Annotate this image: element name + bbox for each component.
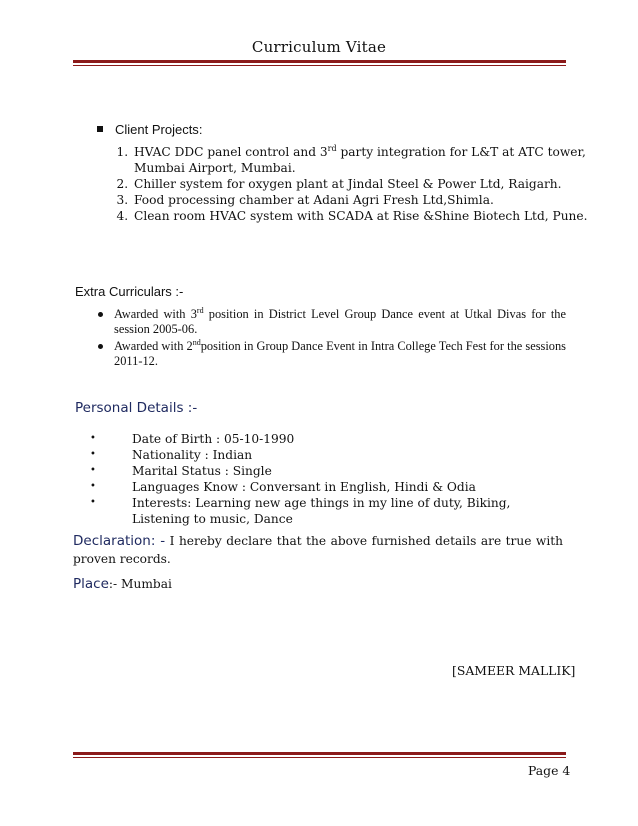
bullet-icon: • bbox=[90, 481, 96, 492]
client-projects-heading-text: Client Projects bbox=[115, 122, 199, 137]
bullet-icon: • bbox=[90, 465, 96, 476]
page-header-title: Curriculum Vitae bbox=[251, 38, 387, 56]
personal-details-heading: Personal Details :- bbox=[75, 400, 198, 416]
declaration bbox=[73, 532, 563, 568]
extra-curriculars-heading: Extra Curriculars :- bbox=[75, 284, 184, 299]
item-text: position in District Level Group Dance event at Utkal Divas for the session 2005-06. bbox=[114, 307, 566, 336]
bullet-icon: • bbox=[90, 497, 96, 508]
bullet-icon: • bbox=[90, 433, 96, 444]
list-item bbox=[98, 339, 566, 369]
list-item bbox=[98, 307, 566, 337]
item-text: Date of Birth : 05-10-1990 bbox=[132, 432, 295, 446]
list-item: 2. Chiller system for oxygen plant at Jindal Steel & Power Ltd, Raigarh. bbox=[132, 176, 592, 192]
list-item bbox=[90, 479, 566, 495]
item-text: Marital Status : Single bbox=[132, 464, 272, 478]
page-number: Page 4 bbox=[528, 763, 571, 778]
item-text: position in Group Dance Event in Intra College Tech Fest for the sessions 2011-12. bbox=[114, 339, 566, 368]
list-item bbox=[90, 447, 566, 463]
list-item bbox=[90, 463, 566, 479]
header-rule-thin bbox=[73, 65, 566, 66]
superscript: rd bbox=[327, 143, 337, 153]
signature-name: [SAMEER MALLIK] bbox=[452, 663, 576, 678]
bullet-icon: • bbox=[90, 449, 96, 460]
list-item: 3. Food processing chamber at Adani Agri Fresh Ltd,Shimla. bbox=[132, 192, 592, 208]
header-rule-thick bbox=[73, 60, 566, 63]
client-projects-heading bbox=[97, 122, 202, 137]
declaration-text: I hereby declare that the above furnished details are true with proven records. bbox=[73, 534, 563, 566]
item-text: Interests: Learning new age things in my line of duty, Biking, Listening to music, Dance bbox=[132, 496, 511, 526]
footer-rule-thick bbox=[73, 752, 566, 755]
item-text: party integration for L&T at ATC tower, Mumbai Airport, Mumbai. bbox=[134, 145, 586, 175]
place bbox=[73, 576, 172, 592]
place-label: Place bbox=[73, 576, 109, 592]
personal-details-list bbox=[90, 431, 566, 527]
declaration-label: Declaration: - bbox=[73, 533, 166, 549]
place-value: :- Mumbai bbox=[108, 577, 172, 591]
client-projects-list bbox=[110, 144, 592, 224]
superscript: nd bbox=[192, 337, 201, 347]
square-bullet-icon bbox=[97, 126, 103, 132]
item-text: Awarded with 3 bbox=[114, 307, 197, 321]
superscript: rd bbox=[196, 305, 204, 315]
footer-rule-thin bbox=[73, 757, 566, 758]
item-text: Awarded with 2 bbox=[114, 339, 193, 353]
list-item: 4. Clean room HVAC system with SCADA at Rise &Shine Biotech Ltd, Pune. bbox=[132, 208, 592, 224]
list-item bbox=[90, 495, 566, 527]
item-text: HVAC DDC panel control and 3 bbox=[134, 145, 328, 159]
extra-curriculars-list bbox=[98, 307, 566, 371]
bullet-dot-icon bbox=[98, 312, 103, 317]
list-item bbox=[90, 431, 566, 447]
client-projects-colon: : bbox=[198, 122, 203, 137]
list-item bbox=[132, 144, 592, 176]
bullet-dot-icon bbox=[98, 344, 103, 349]
item-text: Nationality : Indian bbox=[132, 448, 253, 462]
item-text: Languages Know : Conversant in English, Hindi & Odia bbox=[132, 480, 476, 494]
